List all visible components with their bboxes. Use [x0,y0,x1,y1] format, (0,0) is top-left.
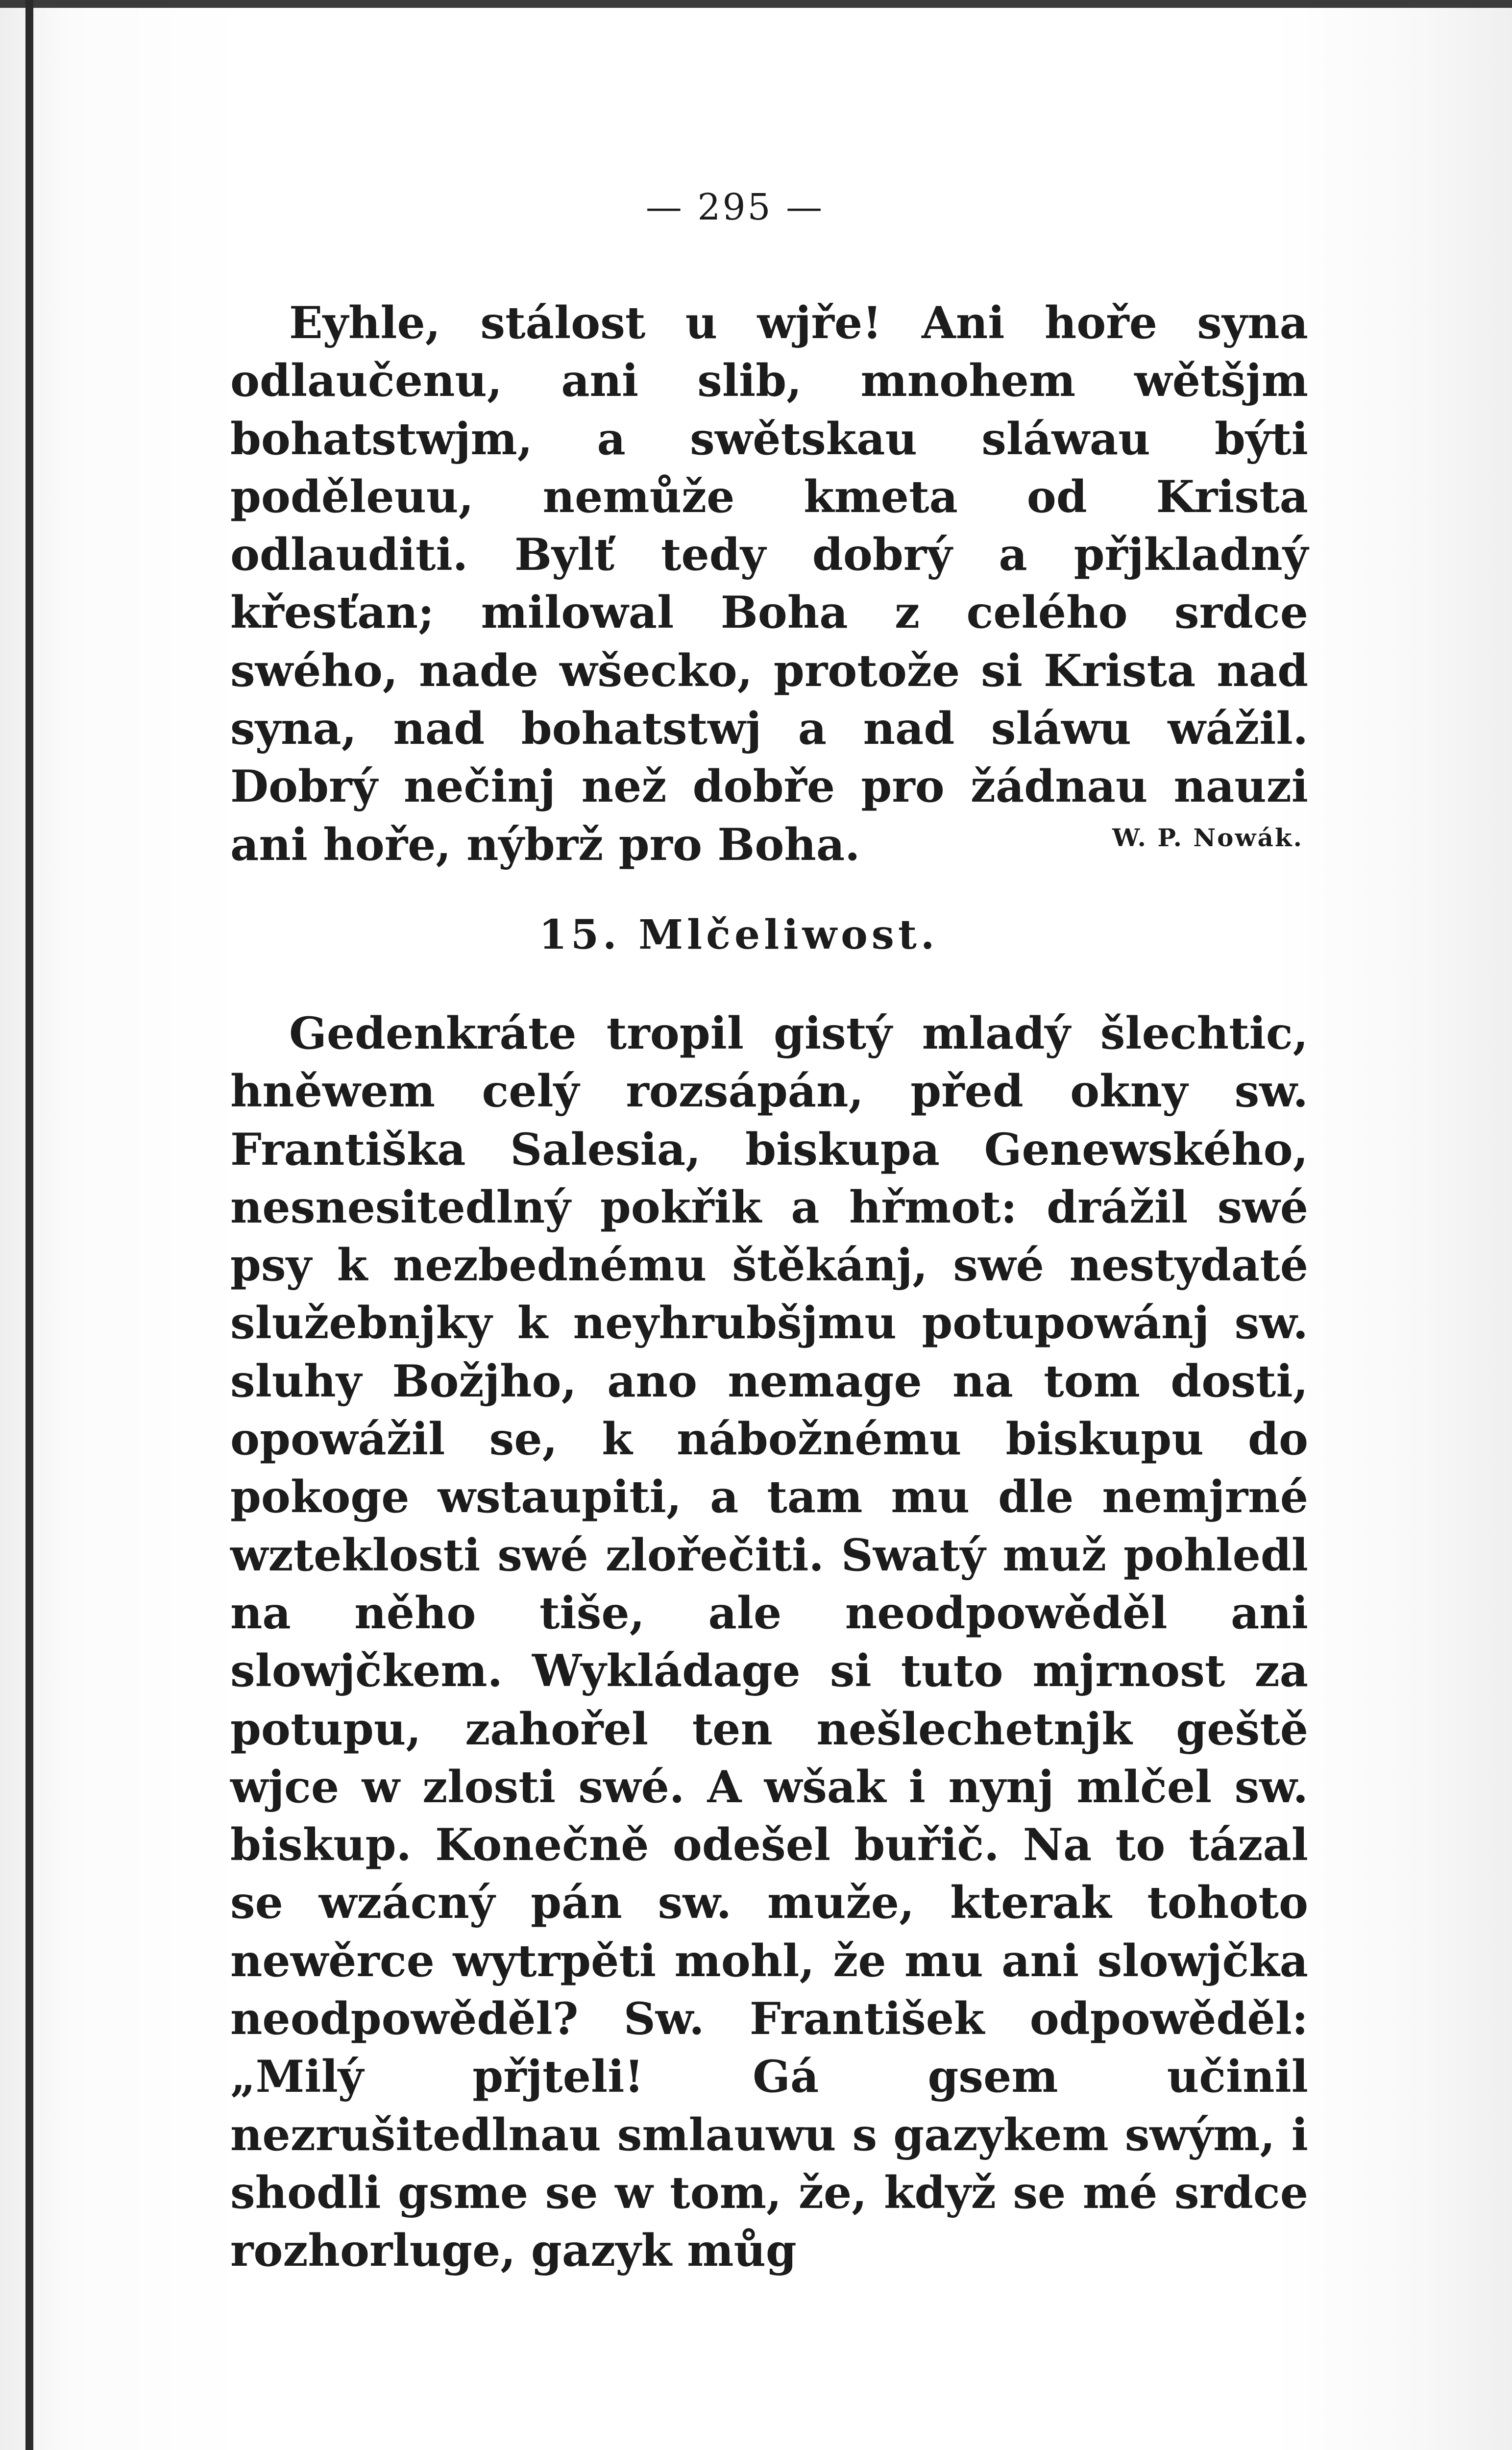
passage-continuation [230,294,1308,874]
author-signature: W. P. Nowák. [1112,823,1303,852]
passage-main [230,1004,1308,2280]
page-top-edge [0,0,1512,8]
passage-main-text: Gedenkráte tropil gistý mladý šlechtic, hněwem celý rozsápán, před okny sw. Františka Salesia, biskupa Genewského, nesnesitedlný pokřik a hřmot: drážil swé psy k nezbednému štěkánj, swé nestydaté služebnjky k neyhrubšjmu potupowánj sw. sluhy Božjho, ano nemage na tom dosti, opowážil se, k nábožnému biskupu do pokoge wstaupiti, a tam mu dle nemjrné wzteklosti swé zlořečiti. Swatý muž pohledl na něho tiše, ale neodpowěděl ani slowjčkem. Wykládage si tuto mjrnost za potupu, zahořel ten nešlechetnjk geště wjce w zlosti swé. A wšak i nynj mlčel sw. biskup. Konečně odešel buřič. Na to tázal se wzácný pán sw. muže, kterak tohoto newěrce wytrpěti mohl, že mu ani slowjčka neodpowěděl? Sw. František odpowěděl: „Milý přjteli! Gá gsem učinil nezrušitedlnau smlauwu s gazykem swým, i shodli gsme se w tom, že, když se mé srdce rozhorluge, gazyk můg [230,1007,1308,2277]
page-binding-edge [25,0,33,2450]
section-heading: 15. Mlčeliwost. [539,911,939,958]
passage-continuation-text: Eyhle, stálost u wjře! Ani hoře syna odlaučenu, ani slib, mnohem wětšjm bohatstwjm, a swětskau sláwau býti poděleuu, nemůže kmeta od Krista odlauditi. Bylť tedy dobrý a přjkladný křesťan; milowal Boha z celého srdce swého, nade wšecko, protože si Krista nad syna, nad bohatstwj a nad sláwu wážil. Dobrý nečinj než dobře pro žádnau nauzi ani hoře, nýbrž pro Boha. [230,297,1308,871]
page-number: — 295 — [645,186,825,228]
